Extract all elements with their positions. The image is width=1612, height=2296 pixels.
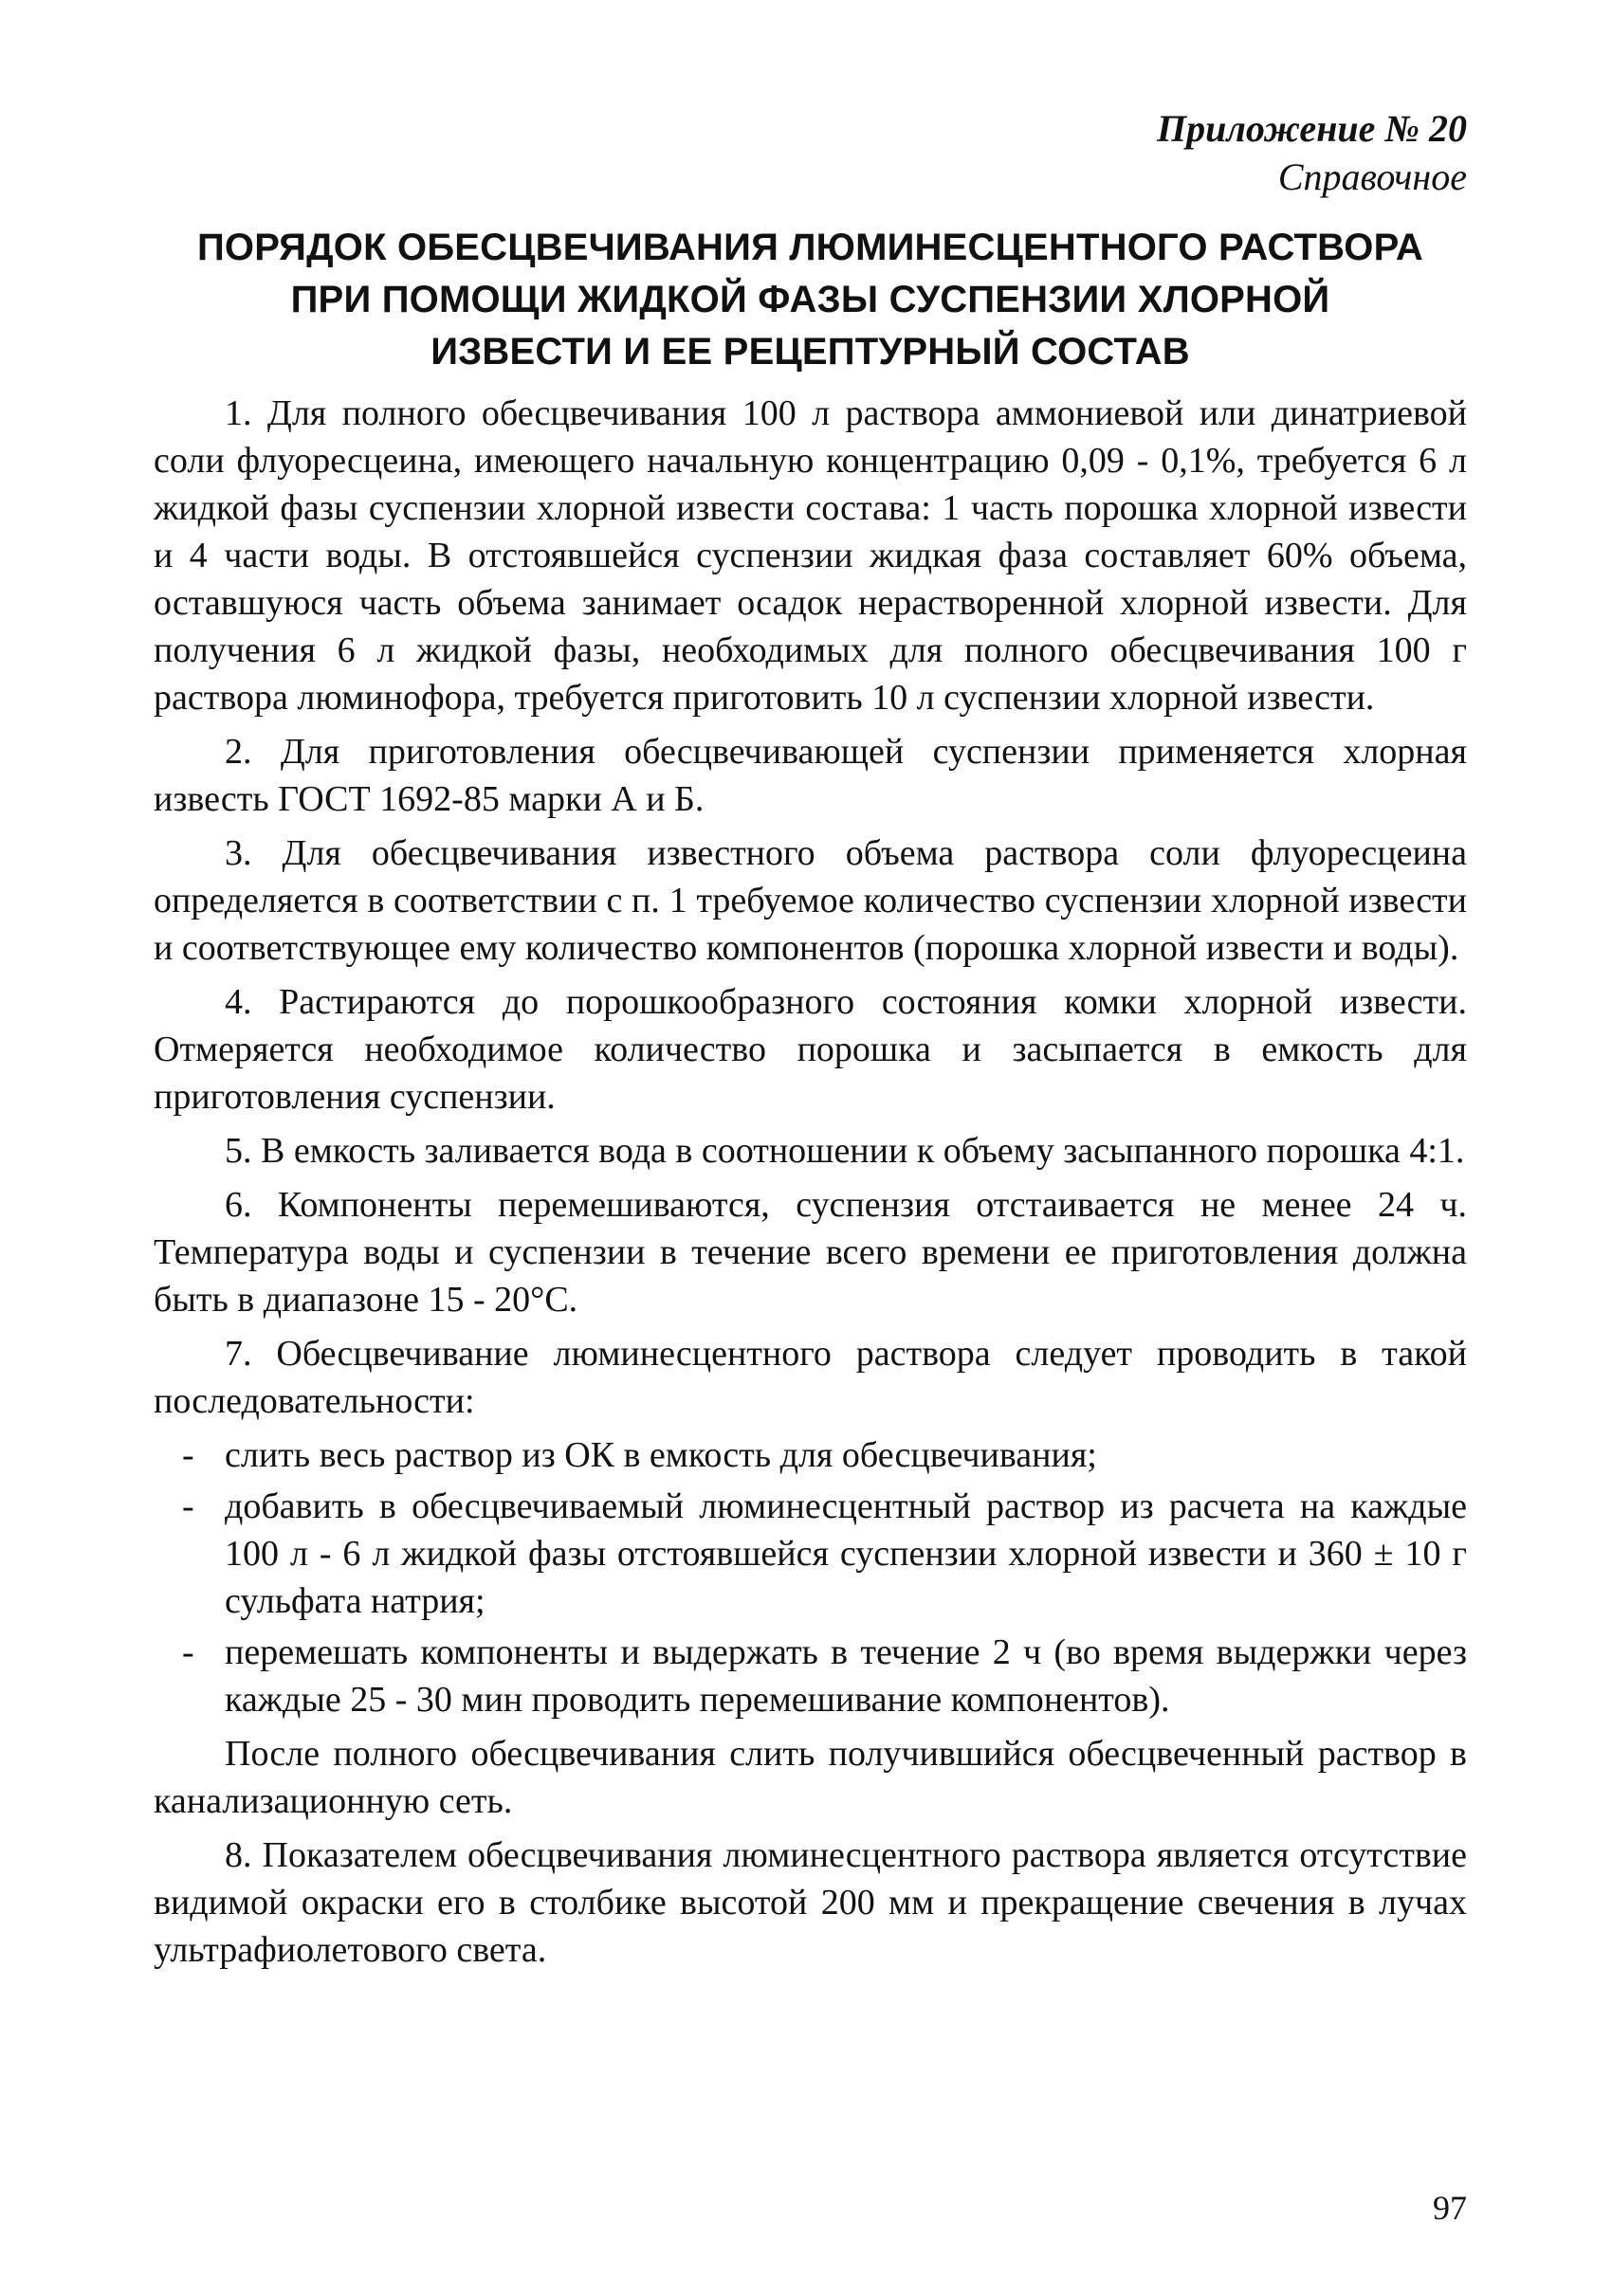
paragraph-5: 5. В емкость заливается вода в соотношении к объему засыпанного порошка 4:1. — [225, 1131, 1465, 1171]
list-item-text: перемешать компоненты и выдержать в течение 2 ч (во время выдержки через каждые 25 - 30 мин проводить перемешивание компонентов). — [225, 1632, 1467, 1720]
list-item-text: добавить в обесцвечиваемый люминесцентный раствор из расчета на каждые 100 л - 6 л жидкой фазы отстоявшейся суспензии хлорной извести и 360 ± 10 г сульфата натрия; — [225, 1486, 1467, 1621]
paragraph-3: 3. Для обесцвечивания известного объема раствора соли флуоресцеина определяется в соответствии с п. 1 требуемое количество суспензии хлорной извести и соответствующее ему количество компонентов (порошка хлорной извести и воды). — [154, 833, 1467, 968]
bullet-dash: - — [182, 1632, 194, 1672]
paragraph-4: 4. Растираются до порошкообразного состояния комки хлорной извести. Отмеряется необходимое количество порошка и засыпается в емкость для приготовления суспензии. — [154, 982, 1467, 1117]
document-title — [154, 222, 1467, 378]
document-body — [154, 390, 1467, 1974]
appendix-label: Приложение № 20 — [1156, 107, 1467, 150]
paragraph-2: 2. Для приготовления обесцвечивающей суспензии применяется хлорная известь ГОСТ 1692-85 марки А и Б. — [154, 732, 1467, 819]
list-item — [154, 1629, 1467, 1723]
paragraph-7: 7. Обесцвечивание люминесцентного раствора следует проводить в такой последовательности: — [154, 1334, 1467, 1421]
list-item — [154, 1431, 1467, 1479]
list-item — [154, 1483, 1467, 1625]
list-item-text: слить весь раствор из ОК в емкость для обесцвечивания; — [225, 1435, 1097, 1475]
paragraph-7-conclusion: После полного обесцвечивания слить получившийся обесцвеченный раствор в канализационную сеть. — [154, 1734, 1467, 1821]
paragraph-1: 1. Для полного обесцвечивания 100 л раствора аммониевой или динатриевой соли флуоресцеина, имеющего начальную концентрацию 0,09 - 0,1%, требуется 6 л жидкой фазы суспензии хлорной извести состава: 1 часть порошка хлорной извести и 4 части воды. В отстоявшейся суспензии жидкая фаза составляет 60% объема, оставшуюся часть объема занимает осадок нерастворенной хлорной извести. Для получения 6 л жидкой фазы, необходимых для полного обесцвечивания 100 г раствора люминофора, требуется приготовить 10 л суспензии хлорной извести. — [154, 393, 1467, 718]
title-line: ПРИ ПОМОЩИ ЖИДКОЙ ФАЗЫ СУСПЕНЗИИ ХЛОРНОЙ — [290, 279, 1330, 320]
paragraph-8: 8. Показателем обесцвечивания люминесцентного раствора является отсутствие видимой окраски его в столбике высотой 200 мм и прекращение свечения в лучах ультрафиолетового света. — [154, 1835, 1467, 1970]
appendix-type: Справочное — [1277, 155, 1467, 198]
title-line: ИЗВЕСТИ И ЕЕ РЕЦЕПТУРНЫЙ СОСТАВ — [430, 331, 1190, 373]
title-line: ПОРЯДОК ОБЕСЦВЕЧИВАНИЯ ЛЮМИНЕСЦЕНТНОГО РАСТВОРА — [196, 227, 1424, 268]
page-number: 97 — [1433, 2189, 1467, 2227]
bullet-dash: - — [182, 1435, 194, 1475]
step-7-list — [154, 1431, 1467, 1723]
paragraph-6: 6. Компоненты перемешиваются, суспензия отстаивается не менее 24 ч. Температура воды и суспензии в течение всего времени ее приготовления должна быть в диапазоне 15 - 20°С. — [154, 1185, 1467, 1320]
document-page — [154, 104, 1467, 2228]
bullet-dash: - — [182, 1486, 194, 1526]
